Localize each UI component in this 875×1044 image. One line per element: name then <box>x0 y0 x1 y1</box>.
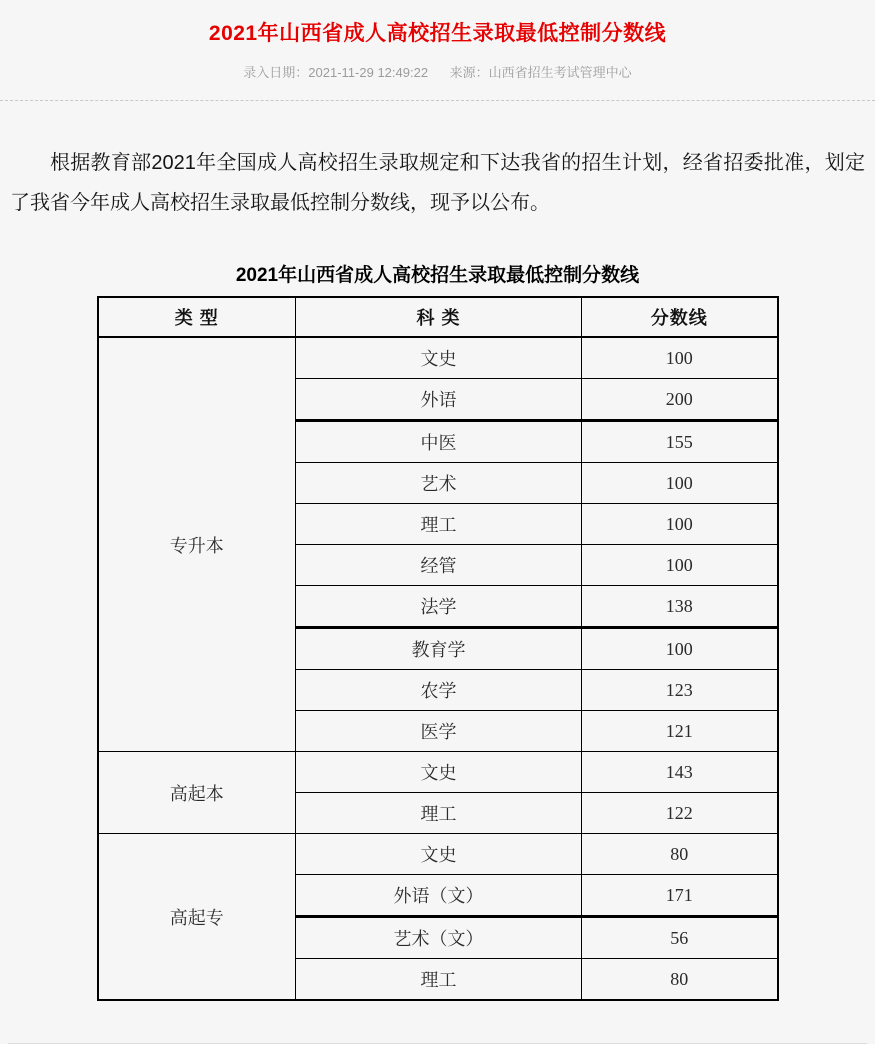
score-cell: 100 <box>582 545 778 586</box>
score-cell: 100 <box>582 337 778 379</box>
subject-cell: 经管 <box>296 545 582 586</box>
table-row <box>98 337 778 379</box>
score-cell: 123 <box>582 670 778 711</box>
score-cell: 122 <box>582 793 778 834</box>
score-cell: 100 <box>582 628 778 670</box>
score-cell: 56 <box>582 917 778 959</box>
subject-cell: 文史 <box>296 752 582 793</box>
score-table <box>97 296 779 1001</box>
subject-cell: 理工 <box>296 793 582 834</box>
table-row <box>98 834 778 875</box>
header-type: 类 型 <box>98 297 296 337</box>
article-paragraph: 根据教育部2021年全国成人高校招生录取规定和下达我省的招生计划，经省招委批准，划定了我省今年成人高校招生录取最低控制分数线，现予以公布。 <box>10 152 865 214</box>
subject-cell: 理工 <box>296 959 582 1001</box>
score-cell: 80 <box>582 959 778 1001</box>
source-text: 来源：山西省招生考试管理中心 <box>449 65 632 80</box>
subject-cell: 农学 <box>296 670 582 711</box>
score-cell: 80 <box>582 834 778 875</box>
subject-cell: 艺术 <box>296 463 582 504</box>
subject-cell: 文史 <box>296 337 582 379</box>
score-cell: 200 <box>582 379 778 421</box>
subject-cell: 外语 <box>296 379 582 421</box>
subject-cell: 理工 <box>296 504 582 545</box>
score-table-title: 2021年山西省成人高校招生录取最低控制分数线 <box>235 265 640 286</box>
type-cell: 专升本 <box>98 337 296 752</box>
score-cell: 100 <box>582 504 778 545</box>
score-cell: 143 <box>582 752 778 793</box>
entry-date-text: 录入日期：2021-11-29 12:49:22 <box>243 65 429 80</box>
score-cell: 121 <box>582 711 778 752</box>
type-cell: 高起专 <box>98 834 296 1001</box>
subject-cell: 文史 <box>296 834 582 875</box>
header-score: 分数线 <box>582 297 778 337</box>
dashed-divider <box>0 100 875 101</box>
header-subject: 科 类 <box>296 297 582 337</box>
subject-cell: 中医 <box>296 421 582 463</box>
score-cell: 171 <box>582 875 778 917</box>
table-header-row <box>98 297 778 337</box>
subject-cell: 艺术（文） <box>296 917 582 959</box>
score-cell: 155 <box>582 421 778 463</box>
table-row <box>98 752 778 793</box>
subject-cell: 外语（文） <box>296 875 582 917</box>
page-title: 2021年山西省成人高校招生录取最低控制分数线 <box>208 22 667 45</box>
subject-cell: 教育学 <box>296 628 582 670</box>
score-cell: 138 <box>582 586 778 628</box>
score-cell: 100 <box>582 463 778 504</box>
type-cell: 高起本 <box>98 752 296 834</box>
article-meta <box>0 62 875 81</box>
subject-cell: 医学 <box>296 711 582 752</box>
subject-cell: 法学 <box>296 586 582 628</box>
